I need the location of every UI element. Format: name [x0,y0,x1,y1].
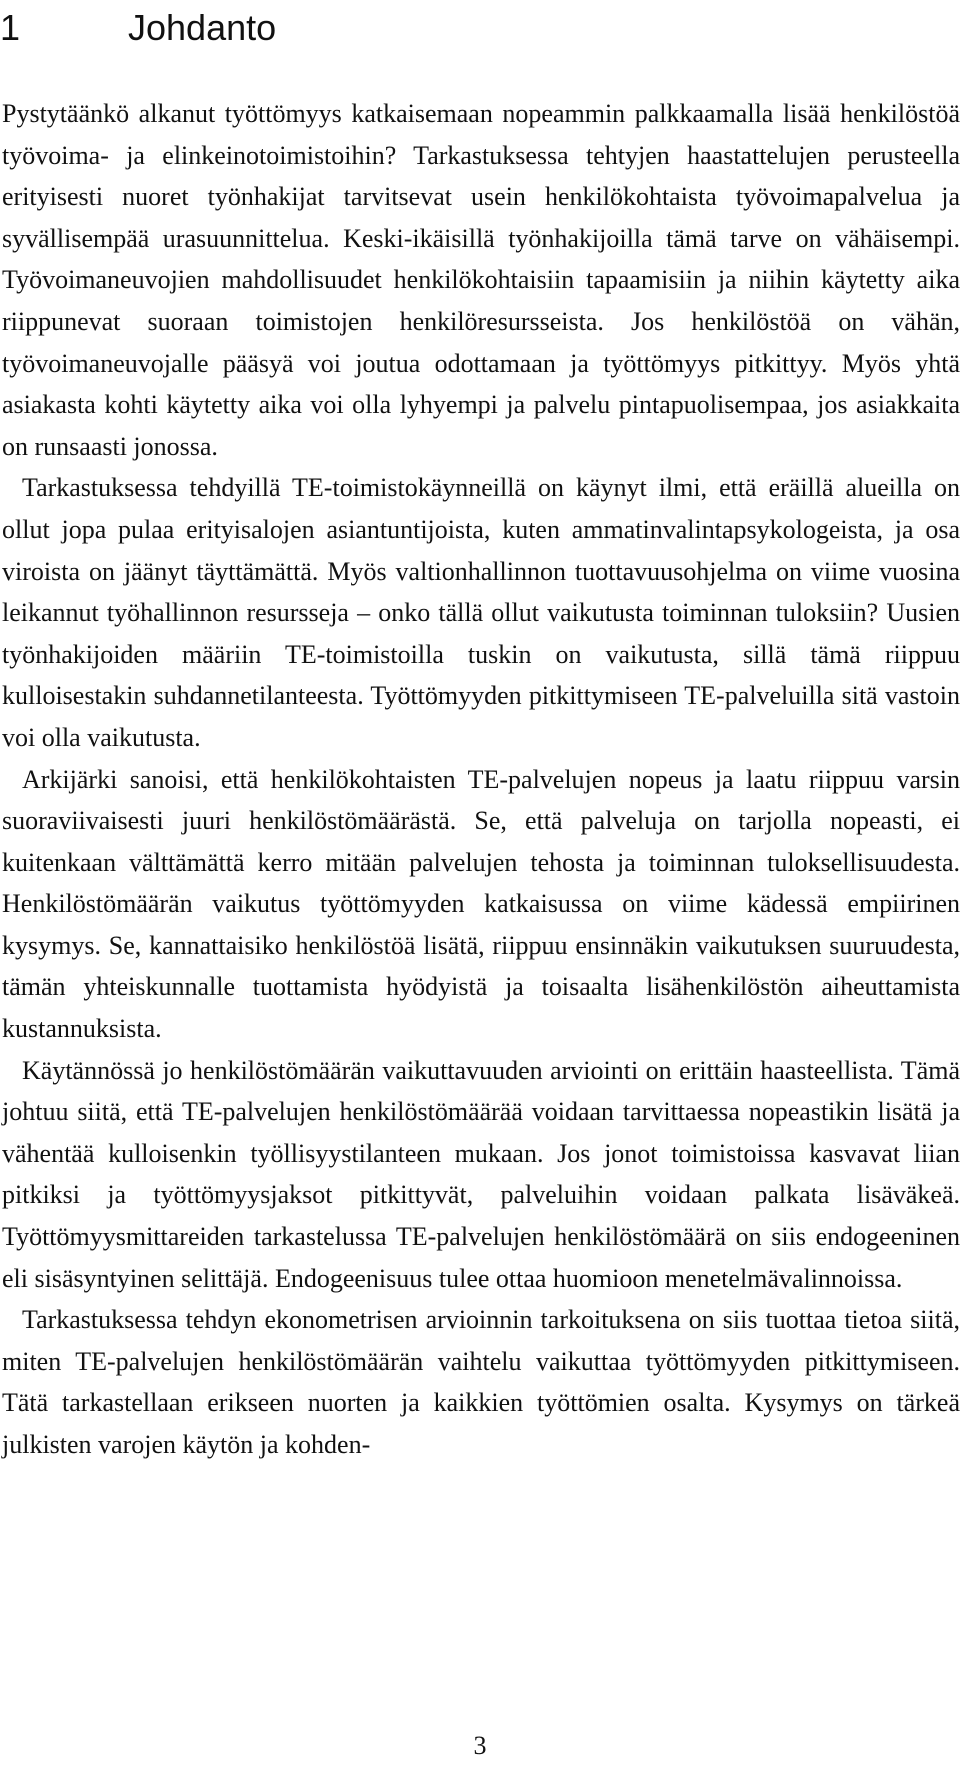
paragraph: Tarkastuksessa tehdyillä TE-toimistokäynneillä on käynyt ilmi, että eräillä alueilla on ollut jopa pulaa erityisalojen asiantuntijoista, kuten ammatinvalintapsykologeista, ja osa viroista on jäänyt täyttämättä. Myös valtionhallinnon tuottavuusohjelma on viime vuosina leikannut työhallinnon resursseja – onko tällä ollut vaikutusta toiminnan tuloksiin? Uusien työnhakijoiden määriin TE-toimistoilla tuskin on vaikutusta, sillä tämä riippuu kulloisestakin suhdannetilanteesta. Työttömyyden pitkittymiseen TE-palveluilla sitä vastoin voi olla vaikutusta. [2,473,960,752]
paragraph: Arkijärki sanoisi, että henkilökohtaisten TE-palvelujen nopeus ja laatu riippuu varsin suoraviivaisesti juuri henkilöstömäärästä. Se, että palveluja on tarjolla nopeasti, ei kuitenkaan välttämättä kerro mitään palvelujen tehosta ja toiminnan tuloksellisuudesta. Henkilöstömäärän vaikutus työttömyyden katkaisussa on viime kädessä empiirinen kysymys. Se, kannattaisiko henkilöstöä lisätä, riippuu ensinnäkin vaikutuksen suuruudesta, tämän yhteiskunnalle tuottamista hyödyistä ja toisaalta lisähenkilöstön aiheuttamista kustannuksista. [2,764,960,1044]
chapter-number: 1 [0,7,21,48]
chapter-title: Johdanto [128,7,277,48]
body-text [2,93,960,1466]
page-number: 3 [473,1731,487,1760]
paragraph: Pystytäänkö alkanut työttömyys katkaisemaan nopeammin palkkaamalla lisää henkilöstöä työvoima- ja elinkeinotoimistoihin? Tarkastuksessa tehtyjen haastattelujen perusteella erityisesti nuoret työnhakijat tarvitsevat usein henkilökohtaista työvoimapalvelua ja syvällisempää urasuunnittelua. Keski-ikäisillä työnhakijoilla tämä tarve on vähäisempi. Työvoimaneuvojien mahdollisuudet henkilökohtaisiin tapaamisiin ja niihin käytetty aika riippunevat suoraan toimistojen henkilöresursseista. Jos henkilöstöä on vähän, työvoimaneuvojalle pääsyä voi joutua odottamaan ja työttömyys pitkittyy. Myös yhtä asiakasta kohti käytetty aika voi olla lyhyempi ja palvelu pintapuolisempaa, jos asiakkaita on runsaasti jonossa. [2,99,960,461]
chapter-heading [0,0,276,56]
paragraph: Tarkastuksessa tehdyn ekonometrisen arvioinnin tarkoituksena on siis tuottaa tietoa siitä, miten TE-palvelujen henkilöstömäärän vaihtelu vaikuttaa työttömyyden pitkittymiseen. Tätä tarkastellaan erikseen nuorten ja kaikkien työttömien osalta. Kysymys on tärkeä julkisten varojen käytön ja kohden- [2,1305,960,1459]
paragraph: Käytännössä jo henkilöstömäärän vaikuttavuuden arviointi on erittäin haasteellista. Tämä johtuu siitä, että TE-palvelujen henkilöstömäärää voidaan tarvittaessa nopeastikin lisätä ja vähentää kulloisenkin työllisyystilanteen mukaan. Jos jonot toimistoissa kasvavat liian pitkiksi ja työttömyysjaksot pitkittyvät, palveluihin voidaan palkata lisäväkeä. Työttömyysmittareiden tarkastelussa TE-palvelujen henkilöstömäärä on siis endogeeninen eli sisäsyntyinen selittäjä. Endogeenisuus tulee ottaa huomioon menetelmävalinnoissa. [2,1055,960,1293]
